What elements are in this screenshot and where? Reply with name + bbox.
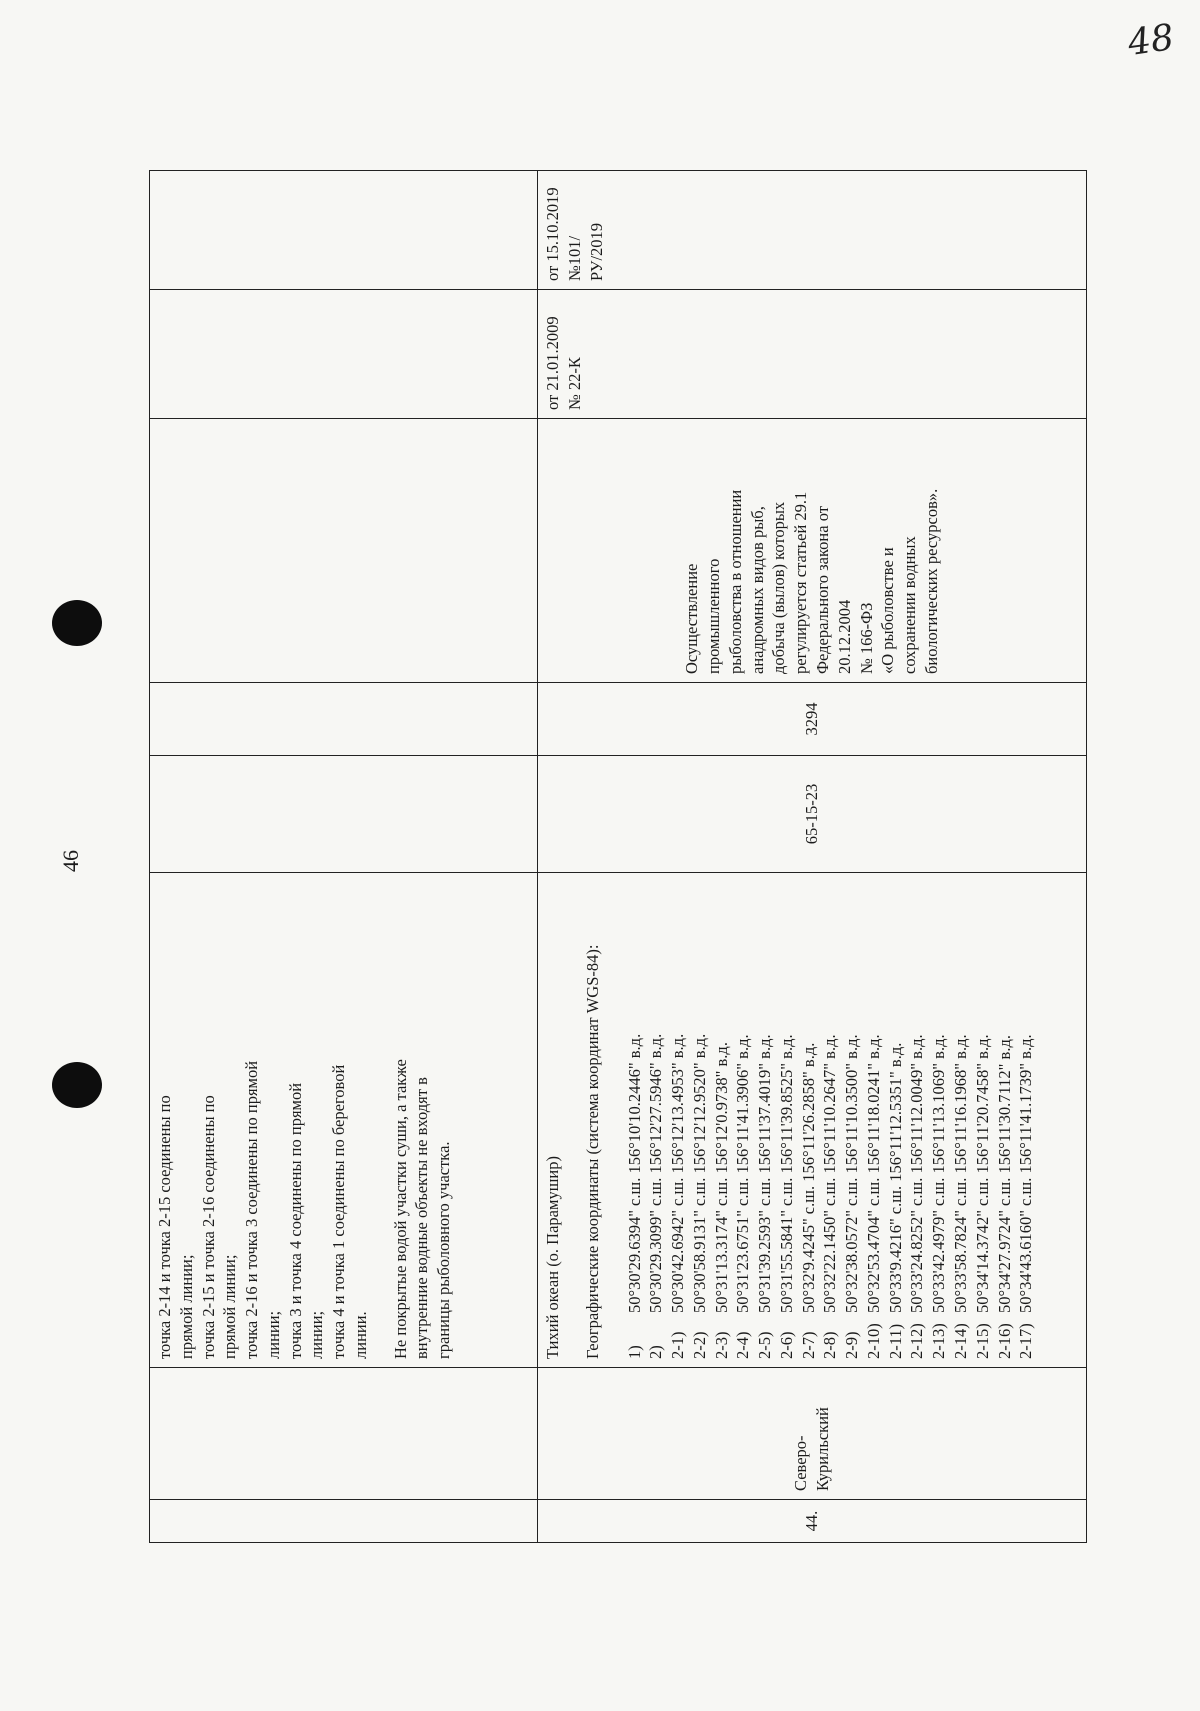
coordinate-row [711,881,733,1359]
boundary-text-line: точка 3 и точка 4 соединены по прямой [285,1082,305,1359]
exclusion-text-line: границы рыболовного участка. [434,1141,454,1359]
coordinate-id: 1) [624,1345,644,1359]
table-row-44 [538,171,1087,1543]
coordinate-row [994,881,1016,1359]
site-purpose [538,419,1087,683]
coordinate-row [732,881,754,1359]
coordinate-row [624,881,646,1359]
coordinate-id: 2-1) [668,1331,688,1359]
coordinate-row [841,881,863,1359]
handwritten-page-number: 48 [1125,17,1177,64]
purpose-text-line: Осуществление [682,563,702,674]
coords-header: Географические координаты (система координат WGS-84): [582,944,602,1359]
coordinate-value: 50°30'29.3099" с.ш. 156°12'27.5946" в.д. [646,1033,666,1313]
coordinate-value: 50°32'9.4245" с.ш. 156°11'26.2858" в.д. [798,1042,818,1313]
coordinate-id: 2-8) [820,1331,840,1359]
coordinate-row [906,881,928,1359]
row-number: 44. [538,1500,1087,1543]
site-name: Северо-Курильский [538,1368,1087,1500]
exclusion-text-line: внутренние водные объекты не входят в [412,1077,432,1359]
coordinate-id: 2-14) [951,1323,971,1359]
coordinate-id: 2-10) [863,1323,883,1359]
coordinate-id: 2-12) [907,1323,927,1359]
coordinate-value: 50°30'29.6394" с.ш. 156°10'10.2446" в.д. [624,1033,644,1313]
cell-doc1 [150,290,538,419]
coordinate-value: 50°32'22.1450" с.ш. 156°11'10.2647" в.д. [820,1034,840,1313]
fishing-sites-table [149,170,1087,1543]
coordinate-id: 2-13) [929,1323,949,1359]
coordinate-id: 2-3) [711,1331,731,1359]
coordinate-value: 50°33'24.8252" с.ш. 156°11'12.0049" в.д. [907,1034,927,1313]
cell-purpose [150,419,538,683]
coordinate-id: 2-9) [842,1331,862,1359]
coordinate-value: 50°30'58.9131" с.ш. 156°12'12.9520" в.д. [689,1033,709,1313]
water-body: Тихий океан (о. Парамушир) [543,1156,562,1359]
coordinate-row [885,881,907,1359]
boundary-text-line: точка 2-14 и точка 2-15 соединены по [155,1095,174,1359]
coordinate-id: 2-2) [689,1331,709,1359]
coordinate-value: 50°34'14.3742" с.ш. 156°11'20.7458" в.д. [972,1034,992,1313]
punch-hole [52,600,102,646]
coordinate-id: 2-4) [733,1331,753,1359]
coordinate-row [645,881,667,1359]
boundary-text-line: точка 4 и точка 1 соединены по береговой [329,1064,349,1359]
coordinate-id: 2-5) [755,1331,775,1359]
cell-number [150,1500,538,1543]
coordinate-row [689,881,711,1359]
coordinate-row [776,881,798,1359]
coordinate-value: 50°31'55.5841" с.ш. 156°11'39.8525" в.д. [776,1034,796,1313]
rotated-table-page [149,171,1087,1543]
coordinate-id: 2-17) [1016,1323,1036,1359]
boundary-text-line: точка 2-15 и точка 2-16 соединены по [198,1095,218,1359]
purpose-text-line: промышленного [704,558,724,674]
site-boundaries [538,873,1087,1368]
coordinate-value: 50°31'39.2593" с.ш. 156°11'37.4019" в.д. [755,1034,775,1313]
doc1-date: от 21.01.2009 [543,316,562,410]
coordinate-id: 2-15) [972,1323,992,1359]
purpose-text-line: рыболовства в отношении [725,489,745,674]
purpose-text-line: «О рыболовстве и [878,547,898,674]
cell-code [150,756,538,873]
purpose-text-line: биологических ресурсов». [921,488,941,674]
boundary-text-line: прямой линии; [220,1254,240,1359]
coordinate-row [950,881,972,1359]
punch-hole [52,1062,102,1108]
cell-area [150,683,538,756]
purpose-text-line: регулируется статьей 29.1 [791,491,811,674]
coordinate-row [928,881,950,1359]
purpose-text-line: сохранении водных [900,536,920,674]
coordinate-value: 50°33'42.4979" с.ш. 156°11'13.1069" в.д. [929,1034,949,1313]
purpose-text-line: 20.12.2004 [834,599,854,674]
coordinate-value: 50°33'58.7824" с.ш. 156°11'16.1968" в.д. [951,1034,971,1313]
doc2-number: №101/РУ/2019 [564,222,606,281]
coordinate-row [667,881,689,1359]
coordinate-value: 50°32'53.4704" с.ш. 156°11'18.0241" в.д. [863,1034,883,1313]
coordinate-value: 50°34'43.6160" с.ш. 156°11'41.1739" в.д. [1016,1034,1036,1313]
coordinate-id: 2-6) [776,1331,796,1359]
coordinate-row [754,881,776,1359]
coordinate-row [863,881,885,1359]
cell-name [150,1368,538,1500]
coordinate-row [972,881,994,1359]
page-number: 46 [58,850,83,872]
purpose-text-line: добыча (вылов) которых [769,501,789,674]
coordinate-list [624,881,1038,1359]
coordinate-value: 50°32'38.0572" с.ш. 156°11'10.3500" в.д. [842,1034,862,1313]
doc2-date: от 15.10.2019 [543,187,562,281]
boundary-text-line: линии. [350,1311,370,1359]
coordinate-value: 50°33'9.4216" с.ш. 156°11'12.5351" в.д. [885,1042,905,1313]
purpose-text-line: № 166-ФЗ [856,602,876,674]
exclusion-text-line: Не покрытые водой участки суши, а также [390,1059,410,1359]
cell-boundaries [150,873,538,1368]
coordinate-id: 2-16) [994,1323,1014,1359]
coordinate-value: 50°34'27.9724" с.ш. 156°11'30.7112" в.д. [994,1035,1014,1313]
boundary-text-line: прямой линии; [176,1254,196,1359]
coordinate-id: 2-11) [885,1323,905,1359]
site-area: 3294 [538,683,1087,756]
coordinate-id: 2-7) [798,1331,818,1359]
boundary-text-line: точка 2-16 и точка 3 соединены по прямой [242,1060,262,1359]
site-code: 65-15-23 [538,756,1087,873]
purpose-text-line: анадромных видов рыб, [747,506,767,674]
doc1 [538,290,1087,419]
boundary-text-line: линии; [263,1310,283,1359]
coordinate-value: 50°31'13.3174" с.ш. 156°12'0.9738" в.д. [711,1042,731,1313]
doc2 [538,171,1087,290]
coordinate-value: 50°31'23.6751" с.ш. 156°11'41.3906" в.д. [733,1034,753,1313]
coordinate-row [798,881,820,1359]
purpose-text-line: Федерального закона от [813,506,832,674]
coordinate-value: 50°30'42.6942" с.ш. 156°12'13.4953" в.д. [668,1033,688,1313]
coordinate-row [1015,881,1037,1359]
boundary-text-line: линии; [307,1310,327,1359]
doc1-number: № 22-К [564,357,584,410]
table-row-previous [150,171,538,1543]
coordinate-id: 2) [646,1345,666,1359]
coordinate-row [819,881,841,1359]
cell-doc2 [150,171,538,290]
